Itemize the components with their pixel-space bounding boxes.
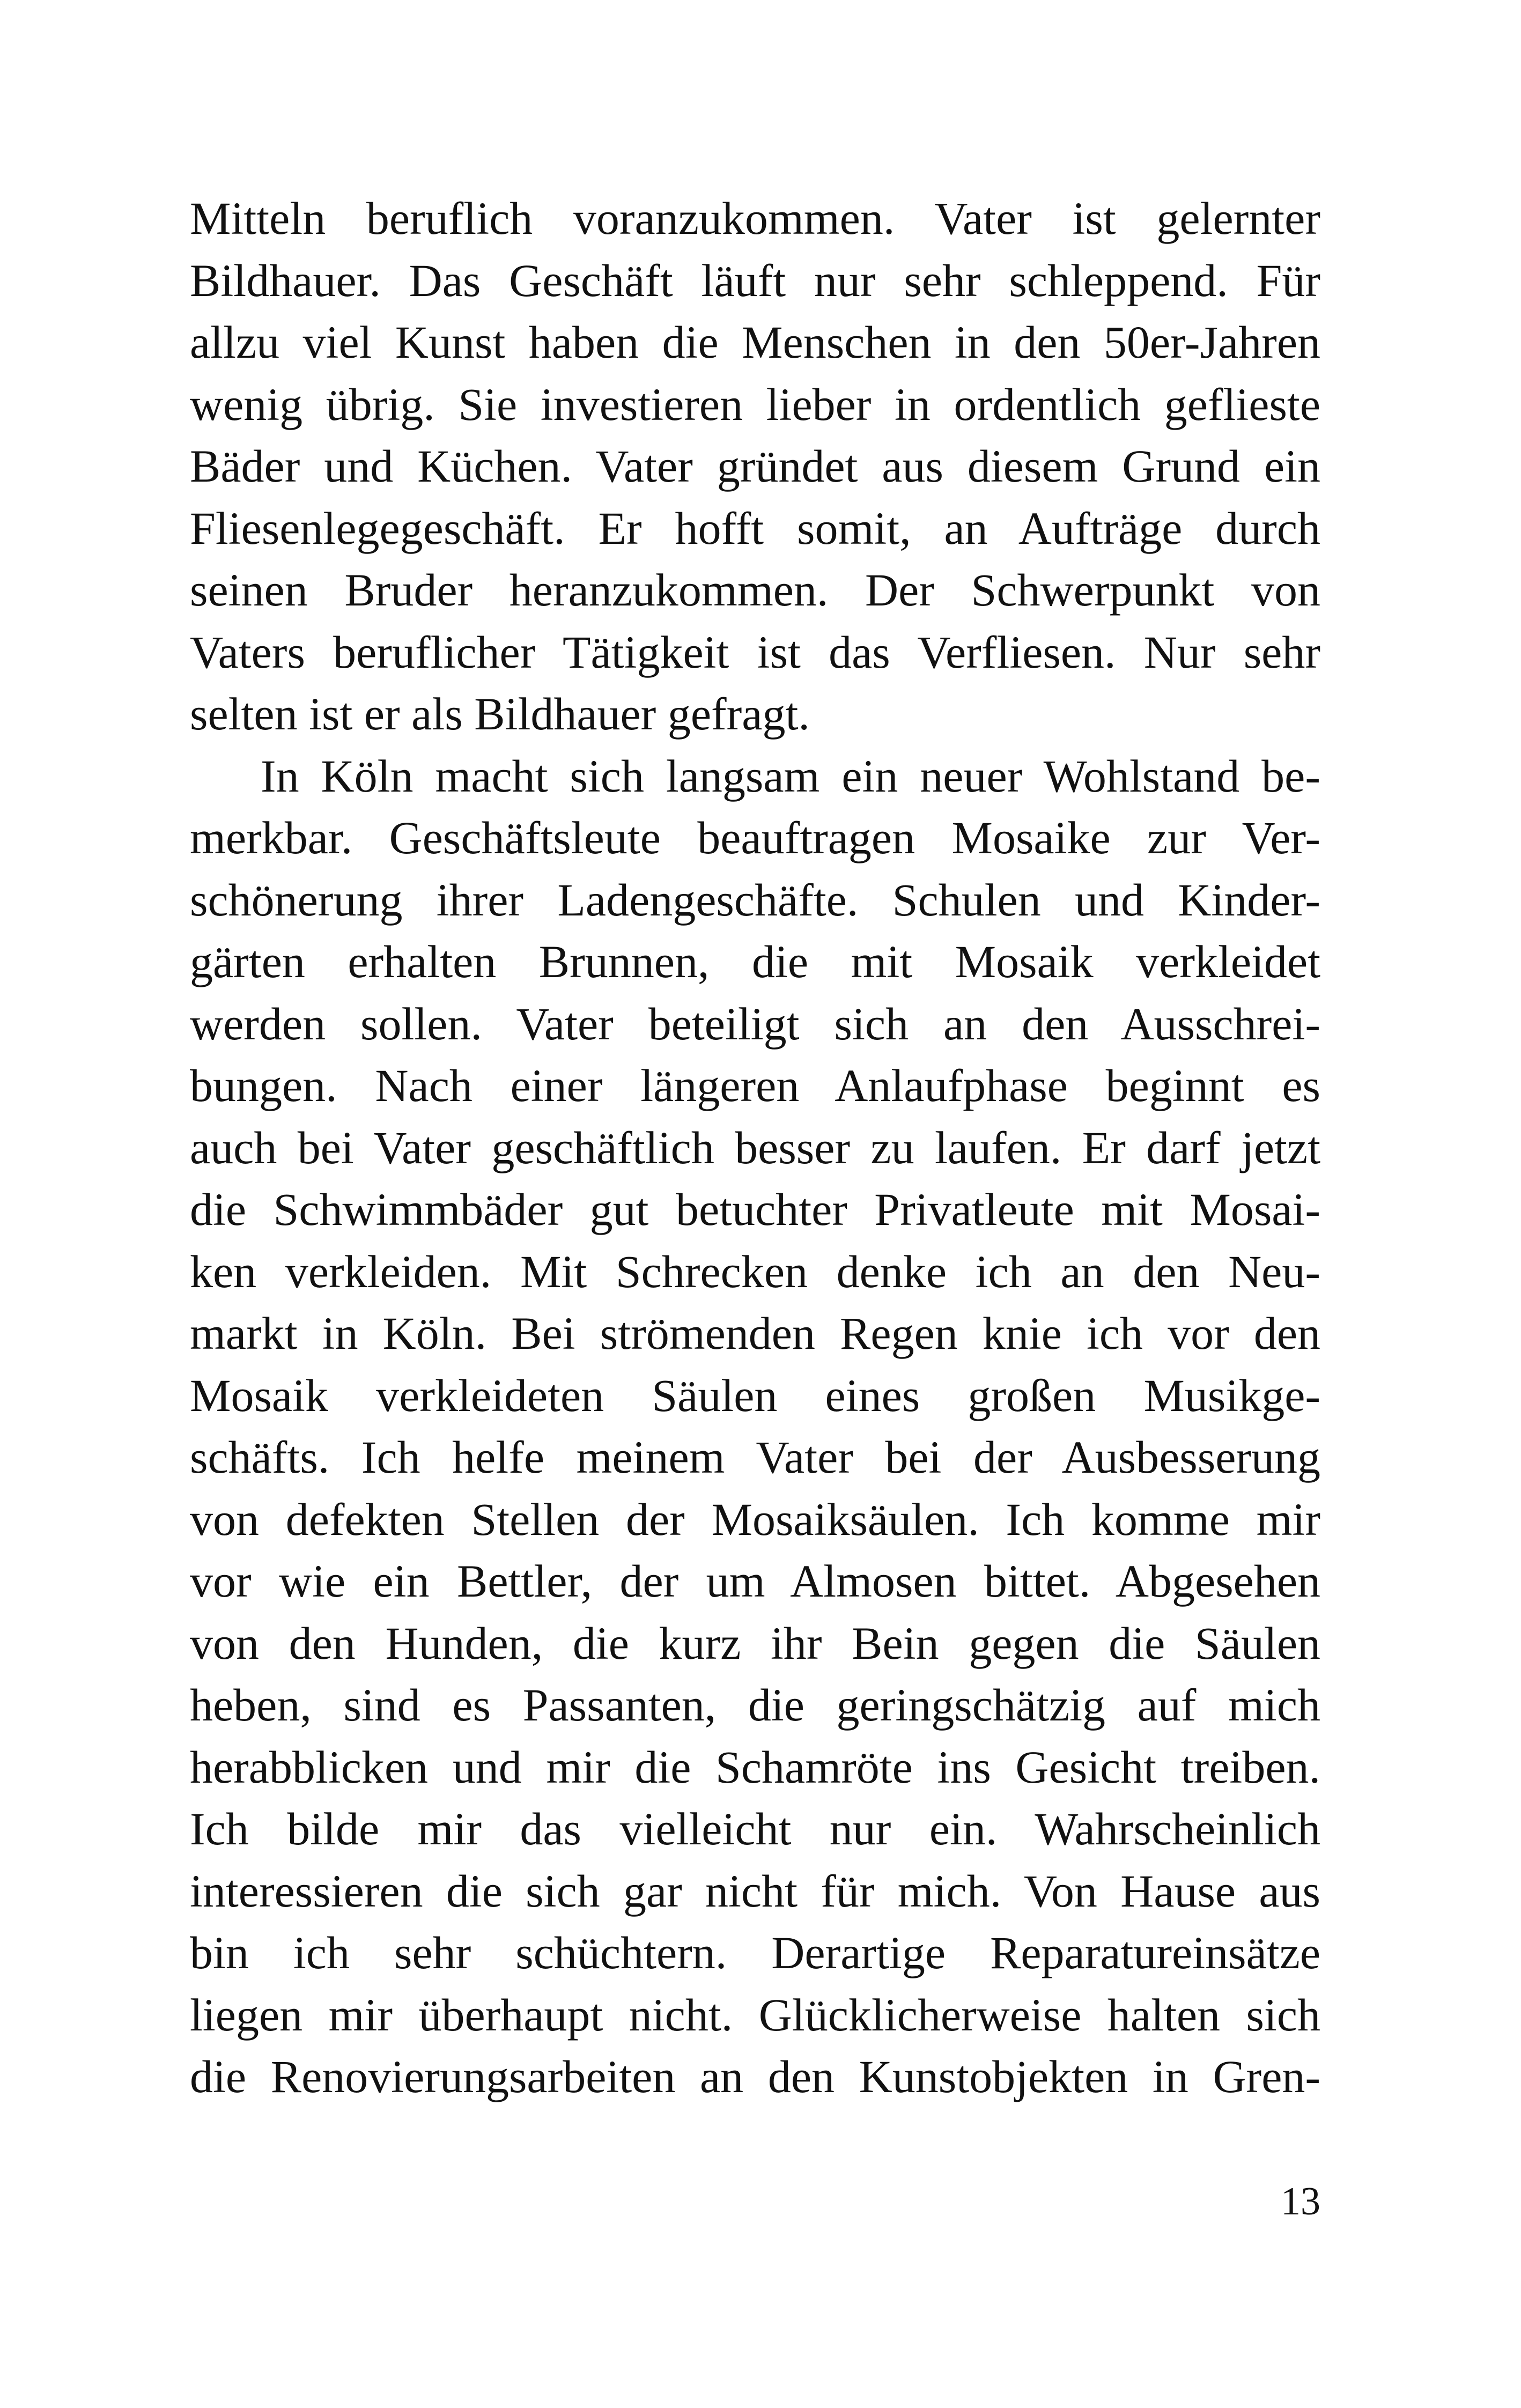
text-line: ken verkleiden. Mit Schrecken denke ich an den Neu- [190, 1245, 1320, 1297]
text-line: die Schwimmbäder gut betuchter Privatleute mit Mosai- [190, 1184, 1320, 1235]
text-line: markt in Köln. Bei strömenden Regen knie ich vor den [190, 1308, 1320, 1359]
text-line: die Renovierungsarbeiten an den Kunstobjekten in Gren- [190, 2051, 1320, 2102]
text-line: vor wie ein Bettler, der um Almosen bittet. Abgesehen [190, 1555, 1320, 1607]
text-line: Ich bilde mir das vielleicht nur ein. Wahrscheinlich [190, 1803, 1320, 1855]
text-line: bin ich sehr schüchtern. Derartige Reparatureinsätze [190, 1927, 1320, 1978]
text-line: bungen. Nach einer längeren Anlaufphase beginnt es [190, 1060, 1320, 1111]
paragraph [190, 745, 1320, 2108]
body-text [190, 188, 1320, 2108]
text-line: Mitteln beruflich voranzukommen. Vater ist gelernter [190, 193, 1320, 244]
text-line: seinen Bruder heranzukommen. Der Schwerpunkt von [190, 564, 1320, 616]
text-line: Bildhauer. Das Geschäft läuft nur sehr schleppend. Für [190, 254, 1320, 306]
text-line: Bäder und Küchen. Vater gründet aus diesem Grund ein [190, 440, 1320, 492]
text-line: In Köln macht sich langsam ein neuer Wohlstand be- [261, 750, 1320, 802]
text-line: auch bei Vater geschäftlich besser zu laufen. Er darf jetzt [190, 1121, 1320, 1173]
text-line: Fliesenlegegeschäft. Er hofft somit, an Aufträge durch [190, 502, 1320, 554]
page-number: 13 [1281, 2180, 1320, 2224]
text-line: Vaters beruflicher Tätigkeit ist das Verfliesen. Nur sehr [190, 626, 1320, 678]
text-line: von den Hunden, die kurz ihr Bein gegen die Säulen [190, 1617, 1320, 1669]
text-line: schäfts. Ich helfe meinem Vater bei der Ausbesserung [190, 1431, 1320, 1483]
text-line: schönerung ihrer Ladengeschäfte. Schulen und Kinder- [190, 874, 1320, 926]
paragraph [190, 188, 1320, 745]
text-line: selten ist er als Bildhauer gefragt. [190, 688, 810, 740]
text-line: Mosaik verkleideten Säulen eines großen Musikge- [190, 1369, 1320, 1421]
text-line: von defekten Stellen der Mosaiksäulen. Ich komme mir [190, 1493, 1320, 1545]
text-line: herabblicken und mir die Schamröte ins Gesicht treiben. [190, 1741, 1320, 1793]
text-line: gärten erhalten Brunnen, die mit Mosaik verkleidet [190, 936, 1320, 987]
text-line: merkbar. Geschäftsleute beauftragen Mosaike zur Ver- [190, 812, 1320, 863]
text-line: allzu viel Kunst haben die Menschen in den 50er-Jahren [190, 316, 1320, 368]
text-line: wenig übrig. Sie investieren lieber in ordentlich geflieste [190, 378, 1320, 430]
text-line: heben, sind es Passanten, die geringschätzig auf mich [190, 1679, 1320, 1731]
text-line: interessieren die sich gar nicht für mich. Von Hause aus [190, 1865, 1320, 1917]
text-line: werden sollen. Vater beteiligt sich an den Ausschrei- [190, 998, 1320, 1050]
text-line: liegen mir überhaupt nicht. Glücklicherweise halten sich [190, 1989, 1320, 2041]
